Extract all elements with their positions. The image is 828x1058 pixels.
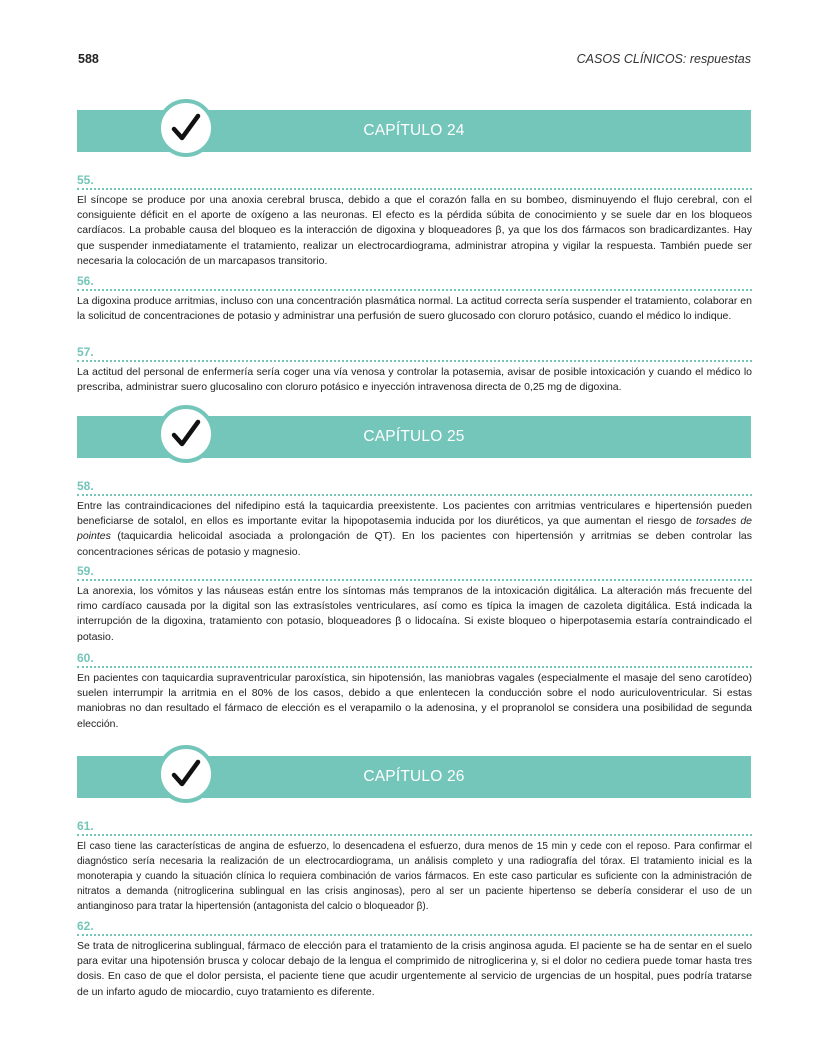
running-head: CASOS CLÍNICOS: respuestas (576, 52, 751, 66)
answer-text: Se trata de nitroglicerina sublingual, fármaco de elección para el tratamiento de la crisis anginosa aguda. El paciente se ha de sentar en el suelo para evitar una hipotensión brusca y colocar debajo de la lengua el comprimido de nitroglicerina y, si el dolor no cediera puede tomar hasta tres dosis. En caso de que el dolor persista, el paciente tiene que acudir urgentemente al servicio de urgencias de un hospital, pues podría tratarse de un infarto agudo de miocardio, cuyo tratamiento es diferente. (77, 940, 752, 998)
answer-number: 60. (77, 651, 97, 665)
chapter-title: CAPÍTULO 24 (363, 122, 465, 139)
answer-heading (77, 819, 752, 836)
answer-text: La anorexia, los vómitos y las náuseas están entre los síntomas más tempranos de la intoxicación digitálica. La alteración más frecuente del rimo cardíaco causada por la digital son las extrasístoles ventriculares, así como es típica la imagen de cazoleta digitálica. Está indicada la interrupción de la digoxina, tratamiento con potasio, bloqueadores β o lidocaína. Si existe bloqueo o hiperpotasemia estaría contraindicado el potasio. (77, 585, 752, 643)
answer-number: 57. (77, 345, 97, 359)
answer-55 (77, 173, 752, 269)
answer-heading (77, 479, 752, 496)
answer-61 (77, 819, 752, 914)
answer-text (77, 499, 752, 560)
answer-heading (77, 274, 752, 291)
answer-number: 58. (77, 479, 97, 493)
answer-62 (77, 919, 752, 1000)
answer-58 (77, 479, 753, 560)
answer-text-italic: torsades de pointes (77, 515, 753, 543)
answer-59 (77, 564, 752, 645)
answer-heading (77, 919, 752, 936)
answer-text: En pacientes con taquicardia supraventricular paroxística, sin hipotensión, las maniobras vagales (especialmente el masaje del seno carotídeo) suelen interrumpir la arritmia en el 80% de los casos, debido a que enlentecen la conducción sobre el nodo auriculoventricular. Si estas maniobras no dan resultado el fármaco de elección es el verapamilo o la adenosina, y el propranolol se considera una posibilidad de segunda elección. (77, 672, 752, 730)
page-number: 588 (78, 52, 99, 66)
answer-number: 56. (77, 274, 97, 288)
answer-heading (77, 564, 752, 581)
chapter-banner-24 (77, 110, 751, 152)
answer-60 (77, 651, 752, 732)
answer-text: La digoxina produce arritmias, incluso con una concentración plasmática normal. La actitud correcta sería suspender el tratamiento, colaborar en la solicitud de concentraciones de potasio y administrar una perfusión de suero glucosado con cloruro potásico, cuando el médico lo indique. (77, 295, 752, 323)
chapter-banner-25 (77, 416, 751, 458)
answer-heading (77, 345, 752, 362)
answer-number: 55. (77, 173, 97, 187)
answer-text: El síncope se produce por una anoxia cerebral brusca, debido a que el corazón falla en su bombeo, disminuyendo el flujo cerebral, con el consiguiente déficit en el aporte de oxígeno a las neuronas. El efecto es la pérdida súbita de conocimiento y se suele dar en los bloqueos cardíacos. La probable causa del bloqueo es la interacción de digoxina y bloqueadores β, ya que los dos fármacos son bradicardizantes. Hay que suspender inmediatamente el tratamiento, realizar un electrocardiograma, administrar atropina y vigilar la respuesta. También puede ser necesaria la colocación de un marcapasos transitorio. (77, 194, 752, 267)
answer-text: El caso tiene las características de angina de esfuerzo, lo desencadena el esfuerzo, dura menos de 15 min y cede con el reposo. Para confirmar el diagnóstico sería necesaria la realización de un electrocardiograma, un análisis completo y una radiografía del tórax. El tratamiento inicial es la monoterapia y cuando la situación clínica lo requiera combinación de varios fármacos. En este caso particular es suficiente con la administración de nitratos a demanda (nitroglicerina sublingual en las crisis anginosas), pero al ser un paciente hipertenso se debería considerar el uso de un antianginoso para tratar la hipertensión (antagonista del calcio o bloqueador β). (77, 841, 752, 912)
answer-heading (77, 173, 752, 190)
chapter-title: CAPÍTULO 25 (363, 428, 465, 445)
answer-56 (77, 274, 752, 324)
chapter-banner-26 (77, 756, 751, 798)
answer-number: 59. (77, 564, 97, 578)
chapter-title: CAPÍTULO 26 (363, 768, 465, 785)
answer-number: 61. (77, 819, 97, 833)
answer-heading (77, 651, 752, 668)
answer-text-part: (taquicardia helicoidal asociada a prolongación de QT). En los pacientes con hipertensión y arritmias se deben controlar las concentraciones séricas de potasio y magnesio. (77, 530, 752, 558)
answer-number: 62. (77, 919, 97, 933)
answer-text-part: Entre las contraindicaciones del nifedipino está la taquicardia preexistente. Los pacientes con arritmias ventriculares e hipertensión pueden beneficiarse de sotalol, en ellos es importante evitar la hipopotasemia inducida por los diuréticos, ya que aumentan el riesgo de (77, 500, 752, 528)
answer-text: La actitud del personal de enfermería sería coger una vía venosa y controlar la potasemia, avisar de posible intoxicación y cuando el médico lo prescriba, administrar suero glucosalino con cloruro potásico e inyección intravenosa directa de 0,25 mg de digoxina. (77, 366, 752, 394)
answer-57 (77, 345, 752, 395)
